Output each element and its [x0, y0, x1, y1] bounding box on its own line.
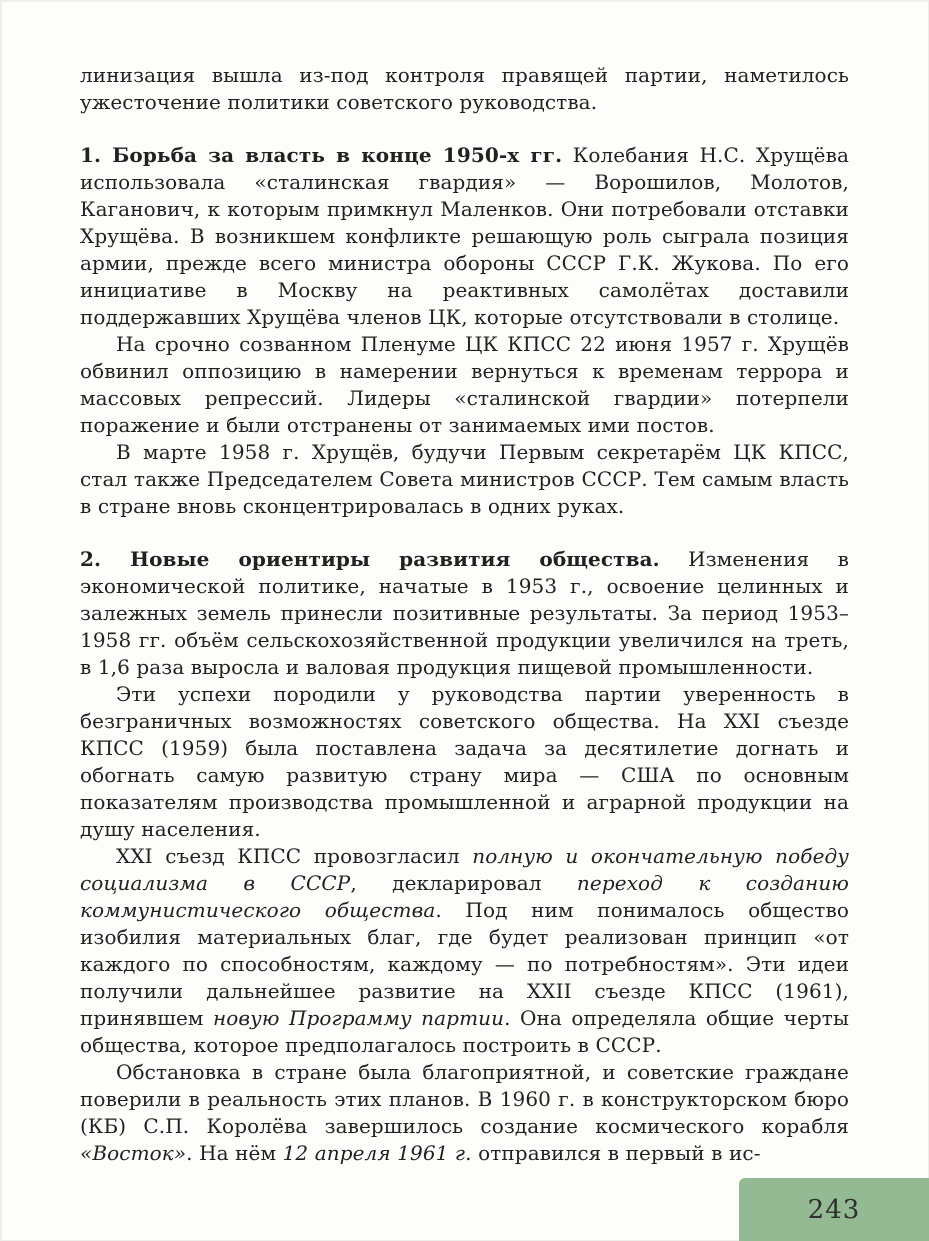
section-2-paragraph [80, 546, 849, 681]
section-2-paragraph-4: Обстановка в стране была благоприятной, и советские граждане поверили в реальность этих планов. В 1960 г. в конструкторском бюро (КБ) С.П. Королёва завершилось создание космического корабля «Восток». На нём 12 апреля 1961 г. отправился в первый в ис- [80, 1060, 849, 1165]
section-1-paragraph-2: На срочно созванном Пленуме ЦК КПСС 22 июня 1957 г. Хрущёв обвинил оппозицию в намерении вернуться к временам террора и массовых репрессий. Лидеры «сталинской гвардии» потерпели поражение и были отстранены от занимаемых ими постов. [80, 332, 849, 437]
section-2-paragraph-2: Эти успехи породили у руководства партии уверенность в безграничных возможностях советского общества. На XXI съезде КПСС (1959) была поставлена задача за десятилетие догнать и обогнать самую развитую страну мира — США по основным показателям производства промышленной и аграрной продукции на душу населения. [80, 682, 849, 841]
section-1-paragraph-3: В марте 1958 г. Хрущёв, будучи Первым секретарём ЦК КПСС, стал также Председателем Совета министров СССР. Тем самым власть в стране вновь сконцентрировалась в одних руках. [80, 440, 849, 518]
text-column [80, 62, 849, 1167]
section-1-lead-text: Колебания Н.С. Хрущёва использовала «сталинская гвардия» — Ворошилов, Молотов, Каганович, к которым примкнул Маленков. Они потребовали отставки Хрущёва. В возникшем конфликте решающую роль сыграла позиция армии, прежде всего министра обороны СССР Г.К. Жукова. По его инициативе в Москву на реактивных самолётах доставили поддержавших Хрущёва членов ЦК, которые отсутствовали в столице. [80, 143, 849, 329]
section-2-paragraph-3: XXI съезд КПСС провозгласил полную и окончательную победу социализма в СССР, декларировал переход к созданию коммунистического общества. Под ним понималось общество изобилия материальных благ, где будет реализован принцип «от каждого по способностям, каждому — по потребностям». Эти идеи получили дальнейшее развитие на XXII съезде КПСС (1961), принявшем новую Программу партии. Она определяла общие черты общества, которое предполагалось построить в СССР. [80, 844, 850, 1057]
page-number: 243 [807, 1194, 861, 1225]
paragraph-continuation: линизация вышла из-под контроля правящей партии, наметилось ужесточение политики советского руководства. [80, 63, 849, 114]
section-1-paragraph [80, 142, 849, 331]
section-2-heading: 2. Новые ориентиры развития общества. [80, 547, 660, 571]
section-2-lead-text: Изменения в экономической политике, начатые в 1953 г., освоение целинных и залежных земель принесли позитивные результаты. За период 1953–1958 гг. объём сельскохозяйственной продукции увеличился на треть, в 1,6 раза выросла и валовая продукция пищевой промышленности. [80, 547, 849, 679]
section-1-heading: 1. Борьба за власть в конце 1950-х гг. [80, 143, 563, 167]
page-number-badge [739, 1178, 929, 1241]
